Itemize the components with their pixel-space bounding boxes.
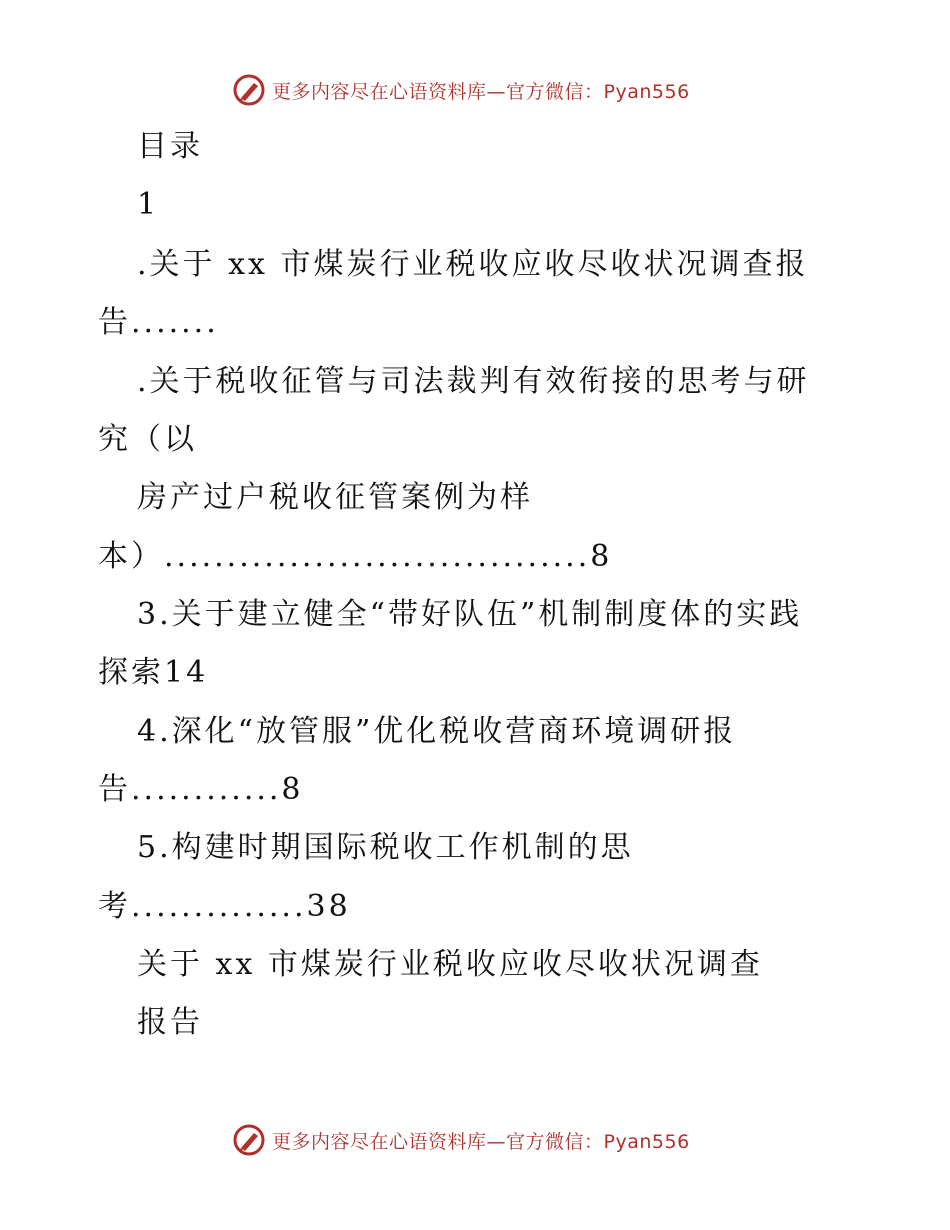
toc-entry-4-line-1: 4.深化“放管服”优化税收营商环境调研报 <box>137 714 737 749</box>
toc-entry-5-line-2: 考..............38 <box>98 889 351 924</box>
pen-logo-icon <box>232 73 266 107</box>
toc-entry-2-line-4: 本）..................................8 <box>98 539 613 574</box>
toc-entry-4-line-2: 告............8 <box>98 772 304 807</box>
toc-entry-1-line-2: 告....... <box>98 305 219 340</box>
section-title-line-2: 报告 <box>137 1005 203 1040</box>
toc-heading: 目录 <box>137 129 203 164</box>
section-title-line-1: 关于 xx 市煤炭行业税收应收尽收状况调查 <box>137 947 763 982</box>
toc-entry-5-line-1: 5.构建时期国际税收工作机制的思 <box>137 830 634 865</box>
toc-entry-3-line-2: 探索14 <box>98 655 209 690</box>
toc-entry-2-line-2: 究（以 <box>98 422 197 457</box>
footer-watermark <box>232 1120 690 1160</box>
pen-logo-icon <box>232 1123 266 1157</box>
watermark-text: 更多内容尽在心语资料库—官方微信：Pyan556 <box>272 80 690 103</box>
toc-number: 1 <box>137 187 160 222</box>
toc-entry-3-line-1: 3.关于建立健全“带好队伍”机制制度体的实践 <box>137 597 803 632</box>
header-watermark <box>232 70 690 110</box>
toc-entry-2-line-3: 房产过户税收征管案例为样 <box>137 480 533 515</box>
watermark-text: 更多内容尽在心语资料库—官方微信：Pyan556 <box>272 1130 690 1153</box>
toc-entry-1-line-1: .关于 xx 市煤炭行业税收应收尽收状况调查报 <box>137 247 809 282</box>
toc-entry-2-line-1: .关于税收征管与司法裁判有效衔接的思考与研 <box>137 364 810 399</box>
